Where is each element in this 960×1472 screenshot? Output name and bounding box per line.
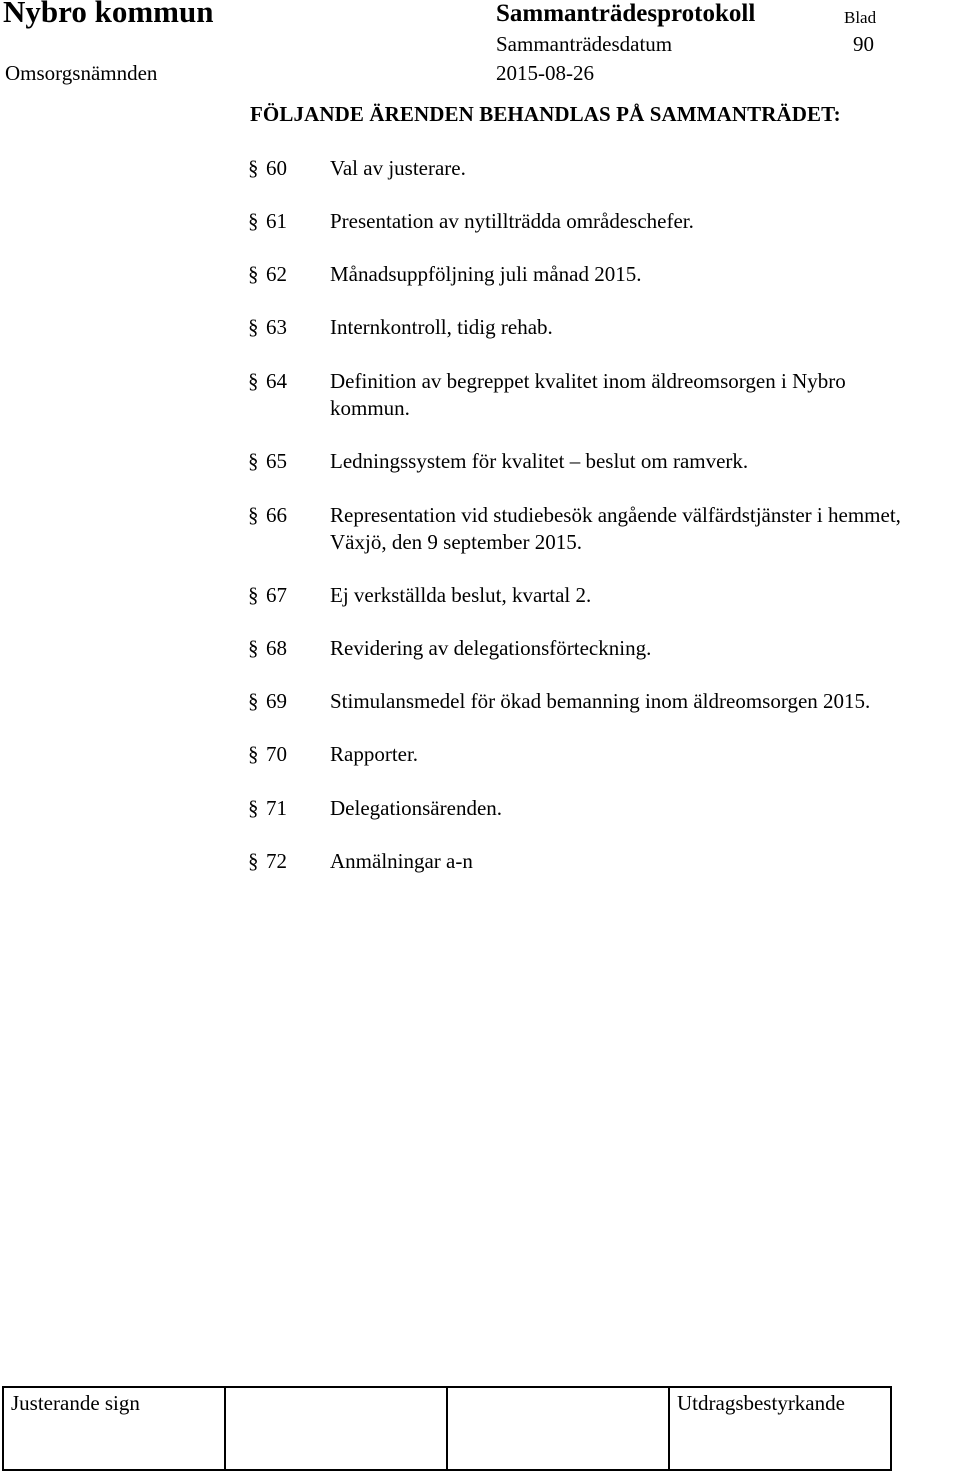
agenda-item-text: Stimulansmedel för ökad bemanning inom äldreomsorgen 2015. xyxy=(330,689,871,713)
agenda-item-number: 61 xyxy=(266,209,287,233)
paragraph-icon: § xyxy=(248,209,259,233)
meeting-date: 2015-08-26 xyxy=(496,61,594,85)
paragraph-icon: § xyxy=(248,583,259,607)
agenda-item-text: Representation vid studiebesök angående välfärdstjänster i hemmet, Växjö, den 9 september 2015. xyxy=(330,503,901,554)
paragraph-icon: § xyxy=(248,849,259,873)
agenda-item-number: 63 xyxy=(266,315,287,339)
board-name: Omsorgsnämnden xyxy=(5,61,158,85)
paragraph-icon: § xyxy=(248,636,259,660)
agenda-item-number: 65 xyxy=(266,449,287,473)
paragraph-icon: § xyxy=(248,742,259,766)
agenda-item-number: 71 xyxy=(266,796,287,820)
agenda-item-text: Anmälningar a-n xyxy=(330,849,473,873)
paragraph-icon: § xyxy=(248,156,259,180)
agenda-item-text: Ej verkställda beslut, kvartal 2. xyxy=(330,583,592,607)
agenda-item-text: Definition av begreppet kvalitet inom äldreomsorgen i Nybro kommun. xyxy=(330,369,846,420)
agenda-item-number: 60 xyxy=(266,156,287,180)
agenda-item-text: Val av justerare. xyxy=(330,156,466,180)
paragraph-icon: § xyxy=(248,449,259,473)
agenda-item-text: Presentation av nytillträdda områdeschefer. xyxy=(330,209,694,233)
page-number: 90 xyxy=(853,32,874,56)
agenda-item-text: Delegationsärenden. xyxy=(330,796,503,820)
agenda-item-text: Månadsuppföljning juli månad 2015. xyxy=(330,262,642,286)
paragraph-icon: § xyxy=(248,503,259,527)
agenda-item-number: 66 xyxy=(266,503,287,527)
paragraph-icon: § xyxy=(248,369,259,393)
section-heading: FÖLJANDE ÄRENDEN BEHANDLAS PÅ SAMMANTRÄDET: xyxy=(250,102,841,126)
utdragsbestyrkande-box xyxy=(668,1386,892,1471)
agenda-item-text: Ledningssystem för kvalitet – beslut om ramverk. xyxy=(330,449,749,473)
paragraph-icon: § xyxy=(248,262,259,286)
document-type-title: Sammanträdesprotokoll xyxy=(496,0,756,27)
agenda-item-number: 72 xyxy=(266,849,287,873)
agenda-item-text: Internkontroll, tidig rehab. xyxy=(330,315,553,339)
justerande-sign-box xyxy=(2,1386,224,1471)
paragraph-icon: § xyxy=(248,315,259,339)
agenda-item-number: 62 xyxy=(266,262,287,286)
sheet-label: Blad xyxy=(844,8,877,27)
agenda-item-text: Rapporter. xyxy=(330,742,419,766)
signature-box xyxy=(224,1386,446,1471)
agenda-item-text: Revidering av delegationsförteckning. xyxy=(330,636,652,660)
agenda-item-number: 69 xyxy=(266,689,287,713)
agenda-item-number: 70 xyxy=(266,742,287,766)
agenda-item-number: 68 xyxy=(266,636,287,660)
paragraph-icon: § xyxy=(248,689,259,713)
agenda-item-number: 64 xyxy=(266,369,287,393)
signature-box xyxy=(446,1386,668,1471)
agenda-item-number: 67 xyxy=(266,583,287,607)
meeting-date-label: Sammanträdesdatum xyxy=(496,32,673,56)
paragraph-icon: § xyxy=(248,796,259,820)
utdragsbestyrkande-label: Utdragsbestyrkande xyxy=(677,1391,845,1415)
justerande-sign-label: Justerande sign xyxy=(11,1391,140,1415)
organization-name: Nybro kommun xyxy=(3,0,214,29)
